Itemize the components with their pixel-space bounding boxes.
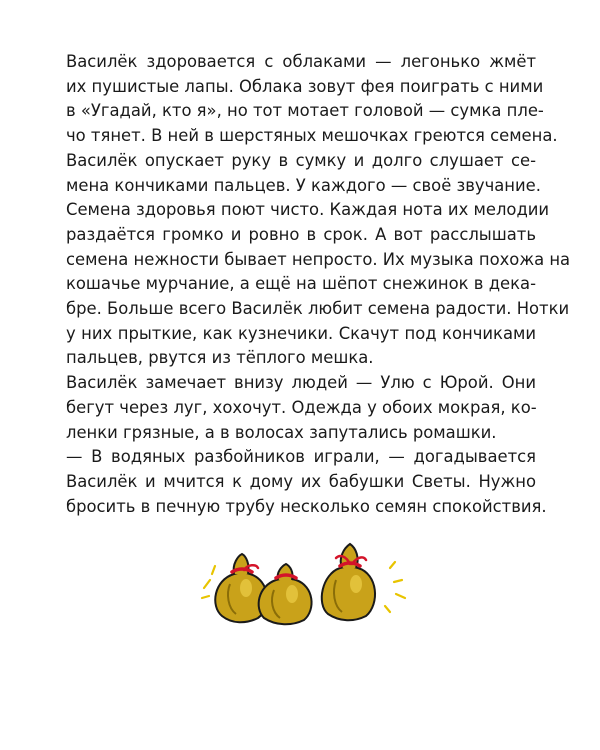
text-line: семена нежности бывает непросто. Их музыка похожа на xyxy=(66,249,571,269)
text-line: — В водяных разбойников играли, — догадывается xyxy=(66,447,536,467)
text-line: пальцев, рвутся из тёплого мешка. xyxy=(66,348,374,368)
paragraph xyxy=(66,50,558,149)
text-line: у них прыткие, как кузнечики. Скачут под кончиками xyxy=(66,323,536,343)
text-line: Василёк замечает внизу людей — Улю с Юрой. Они xyxy=(66,373,536,393)
paragraph xyxy=(66,149,571,371)
text-line: бросить в печную трубу несколько семян спокойствия. xyxy=(66,496,547,516)
text-line: кошачье мурчание, а ещё на шёпот снежинок в дека- xyxy=(66,274,536,294)
story-text xyxy=(66,50,571,519)
text-line: чо тянет. В ней в шерстяных мешочках греются семена. xyxy=(66,126,558,146)
text-line: Семена здоровья поют чисто. Каждая нота их мелодии xyxy=(66,200,550,220)
text-line: их пушистые лапы. Облака зовут фея поиграть с ними xyxy=(66,76,544,96)
paragraph xyxy=(66,445,547,519)
seed-pouch xyxy=(322,544,375,620)
text-line: бегут через луг, хохочут. Одежда у обоих мокрая, ко- xyxy=(66,397,537,417)
text-line: Василёк и мчится к дому их бабушки Светы. Нужно xyxy=(66,471,536,491)
seed-pouches-illustration xyxy=(200,528,410,628)
sparkle-lines-left xyxy=(202,566,215,598)
text-line: раздаётся громко и ровно в срок. А вот расслышать xyxy=(66,224,536,244)
seed-pouch xyxy=(259,564,312,624)
paragraph xyxy=(66,371,536,445)
seed-pouches-icon xyxy=(200,528,410,628)
text-line: в «Угадай, кто я», но тот мотает головой — сумка пле- xyxy=(66,101,544,121)
text-line: ленки грязные, а в волосах запутались ромашки. xyxy=(66,422,497,442)
sparkle-lines-right xyxy=(385,562,405,612)
text-line: бре. Больше всего Василёк любит семена радости. Нотки xyxy=(66,299,570,319)
text-line: Василёк здоровается с облаками — легонько жмёт xyxy=(66,52,536,71)
text-line: Василёк опускает руку в сумку и долго слушает се- xyxy=(66,150,536,170)
text-line: мена кончиками пальцев. У каждого — своё звучание. xyxy=(66,175,541,195)
